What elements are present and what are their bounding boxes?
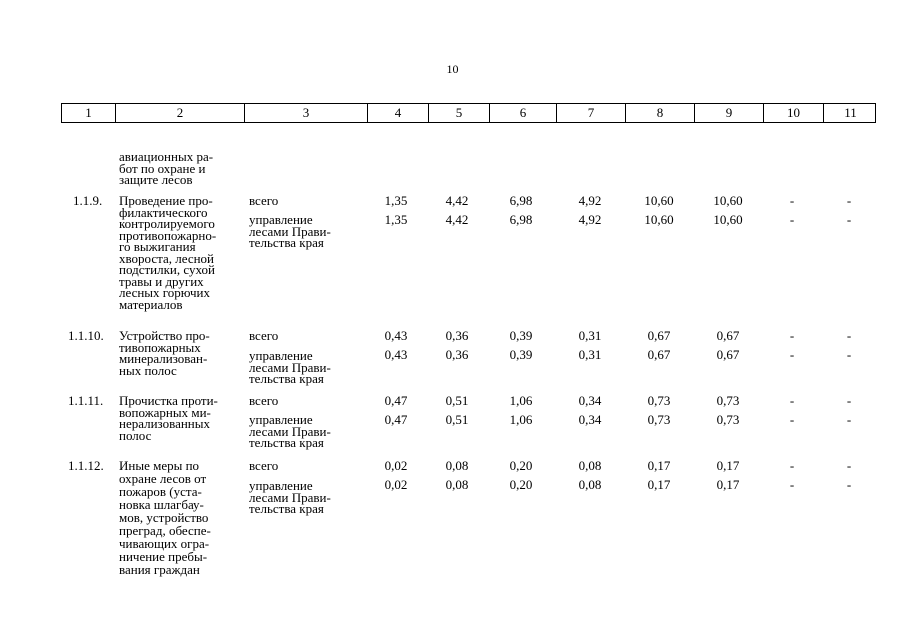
funding-source-label: тельства края bbox=[249, 501, 324, 516]
cell-col-10: - bbox=[789, 212, 795, 227]
funding-source-label: всего bbox=[249, 393, 279, 408]
header-col-3: 3 bbox=[245, 104, 368, 122]
header-col-7: 7 bbox=[557, 104, 626, 122]
header-col-6: 6 bbox=[490, 104, 557, 122]
row-name-line: чивающих огра- bbox=[119, 536, 210, 551]
cell-col-8: 0,73 bbox=[647, 412, 671, 427]
row-name-line: подстилки, сухой bbox=[119, 262, 215, 277]
row-name-line: охране лесов от bbox=[119, 471, 207, 486]
funding-source-label: лесами Прави- bbox=[249, 359, 331, 375]
cell-col-10: - bbox=[789, 193, 795, 208]
row-name-line: ничение пребы- bbox=[119, 549, 208, 564]
cell-col-4: 0,43 bbox=[384, 347, 408, 362]
header-col-8: 8 bbox=[626, 104, 695, 122]
cell-col-4: 1,35 bbox=[384, 212, 408, 227]
cell-col-5: 4,42 bbox=[445, 212, 469, 227]
header-col-1: 1 bbox=[62, 104, 116, 122]
cell-col-6: 0,20 bbox=[509, 477, 533, 492]
header-col-2: 2 bbox=[116, 104, 245, 122]
cell-col-8: 10,60 bbox=[644, 193, 674, 208]
funding-source-label: всего bbox=[249, 193, 279, 208]
cell-col-8: 10,60 bbox=[644, 212, 674, 227]
cell-col-11: - bbox=[846, 328, 852, 343]
cell-col-4: 0,02 bbox=[384, 477, 408, 492]
row-code: 1.1.10. bbox=[68, 328, 104, 343]
funding-source-label: всего bbox=[249, 328, 279, 343]
header-col-5: 5 bbox=[429, 104, 490, 122]
funding-source-label: тельства края bbox=[249, 371, 324, 386]
cell-col-11: - bbox=[846, 212, 852, 227]
funding-source-label: всего bbox=[249, 458, 279, 473]
cell-col-5: 0,51 bbox=[445, 393, 469, 408]
cell-col-8: 0,67 bbox=[647, 347, 671, 362]
row-name-line: минерализован- bbox=[119, 351, 208, 366]
funding-source-label: управление bbox=[249, 478, 313, 493]
cell-col-10: - bbox=[789, 347, 795, 362]
header-col-4: 4 bbox=[368, 104, 429, 122]
continuation-line: защите лесов bbox=[119, 172, 193, 187]
row-name-line: хвороста, лесной bbox=[119, 250, 215, 266]
cell-col-6: 6,98 bbox=[509, 212, 533, 227]
cell-col-10: - bbox=[789, 458, 795, 473]
row-code: 1.1.11. bbox=[68, 393, 104, 408]
row-name-line: Иные меры по bbox=[119, 458, 200, 473]
cell-col-7: 4,92 bbox=[578, 212, 602, 227]
row-name-line: Прочистка проти- bbox=[119, 393, 218, 408]
header-col-10: 10 bbox=[764, 104, 824, 122]
row-code: 1.1.12. bbox=[68, 458, 104, 473]
row-name-line: материалов bbox=[119, 296, 183, 312]
cell-col-7: 0,08 bbox=[578, 458, 602, 473]
cell-col-5: 0,08 bbox=[445, 458, 469, 473]
cell-col-10: - bbox=[789, 477, 795, 492]
cell-col-5: 4,42 bbox=[445, 193, 469, 208]
row-name-line: лесных горючих bbox=[119, 285, 211, 300]
row-name-line: пожаров (уста- bbox=[119, 484, 202, 499]
cell-col-7: 0,31 bbox=[578, 347, 602, 362]
cell-col-9: 0,67 bbox=[716, 328, 740, 343]
cell-col-9: 10,60 bbox=[713, 212, 743, 227]
cell-col-5: 0,36 bbox=[445, 347, 469, 362]
cell-col-6: 0,20 bbox=[509, 458, 533, 473]
funding-source-label: тельства края bbox=[249, 235, 324, 250]
cell-col-9: 0,73 bbox=[716, 393, 740, 408]
cell-col-9: 0,17 bbox=[716, 477, 740, 492]
cell-col-6: 6,98 bbox=[509, 193, 533, 208]
continuation-line: бот по охране и bbox=[119, 160, 206, 176]
cell-col-10: - bbox=[789, 393, 795, 408]
funding-source-label: тельства края bbox=[249, 435, 324, 450]
row-name-line: новка шлагбау- bbox=[119, 497, 204, 512]
funding-source-label: лесами Прави- bbox=[249, 423, 331, 439]
cell-col-5: 0,08 bbox=[445, 477, 469, 492]
row-name-line: филактического bbox=[119, 204, 208, 220]
funding-source-label: управление bbox=[249, 212, 313, 227]
cell-col-7: 0,08 bbox=[578, 477, 602, 492]
cell-col-10: - bbox=[789, 328, 795, 343]
cell-col-8: 0,17 bbox=[647, 458, 671, 473]
row-name-line: Проведение про- bbox=[119, 193, 213, 208]
row-name-line: вания граждан bbox=[119, 562, 200, 577]
row-name-line: контролируемого bbox=[119, 216, 215, 231]
cell-col-5: 0,36 bbox=[445, 328, 469, 343]
cell-col-8: 0,17 bbox=[647, 477, 671, 492]
row-code: 1.1.9. bbox=[73, 193, 103, 208]
header-col-9: 9 bbox=[695, 104, 764, 122]
page-number: 10 bbox=[446, 62, 459, 76]
cell-col-4: 0,43 bbox=[384, 328, 408, 343]
cell-col-11: - bbox=[846, 347, 852, 362]
cell-col-4: 0,47 bbox=[384, 393, 408, 408]
cell-col-6: 1,06 bbox=[509, 393, 533, 408]
row-name-line: мов, устройство bbox=[119, 510, 209, 525]
row-name-line: тивопожарных bbox=[119, 339, 201, 355]
table-header bbox=[61, 103, 876, 123]
row-name-line: го выжигания bbox=[119, 239, 196, 254]
funding-source-label: лесами Прави- bbox=[249, 489, 331, 505]
cell-col-11: - bbox=[846, 458, 852, 473]
cell-col-8: 0,67 bbox=[647, 328, 671, 343]
row-name-line: ных полос bbox=[119, 362, 177, 378]
cell-col-9: 0,17 bbox=[716, 458, 740, 473]
continuation-line: авиационных ра- bbox=[119, 149, 214, 164]
funding-source-label: управление bbox=[249, 348, 313, 363]
cell-col-9: 0,67 bbox=[716, 347, 740, 362]
cell-col-6: 0,39 bbox=[509, 347, 533, 362]
row-name-line: полос bbox=[119, 427, 152, 443]
cell-col-11: - bbox=[846, 193, 852, 208]
cell-col-6: 1,06 bbox=[509, 412, 533, 427]
cell-col-11: - bbox=[846, 477, 852, 492]
cell-col-11: - bbox=[846, 412, 852, 427]
cell-col-4: 0,47 bbox=[384, 412, 408, 427]
cell-col-9: 0,73 bbox=[716, 412, 740, 427]
cell-col-5: 0,51 bbox=[445, 412, 469, 427]
cell-col-7: 4,92 bbox=[578, 193, 602, 208]
cell-col-4: 0,02 bbox=[384, 458, 408, 473]
cell-col-10: - bbox=[789, 412, 795, 427]
cell-col-8: 0,73 bbox=[647, 393, 671, 408]
row-name-line: травы и других bbox=[119, 273, 204, 289]
cell-col-7: 0,31 bbox=[578, 328, 602, 343]
row-name-line: преград, обеспе- bbox=[119, 523, 211, 538]
header-col-11: 11 bbox=[844, 105, 857, 120]
row-name-line: противопожарно- bbox=[119, 227, 217, 243]
cell-col-7: 0,34 bbox=[578, 393, 602, 408]
cell-col-11: - bbox=[846, 393, 852, 408]
funding-source-label: лесами Прави- bbox=[249, 223, 331, 239]
cell-col-7: 0,34 bbox=[578, 412, 602, 427]
row-name-line: нерализованных bbox=[119, 416, 210, 431]
row-name-line: вопожарных ми- bbox=[119, 404, 211, 420]
funding-source-label: управление bbox=[249, 412, 313, 427]
cell-col-6: 0,39 bbox=[509, 328, 533, 343]
row-name-line: Устройство про- bbox=[119, 328, 210, 343]
cell-col-9: 10,60 bbox=[713, 193, 743, 208]
cell-col-4: 1,35 bbox=[384, 193, 408, 208]
